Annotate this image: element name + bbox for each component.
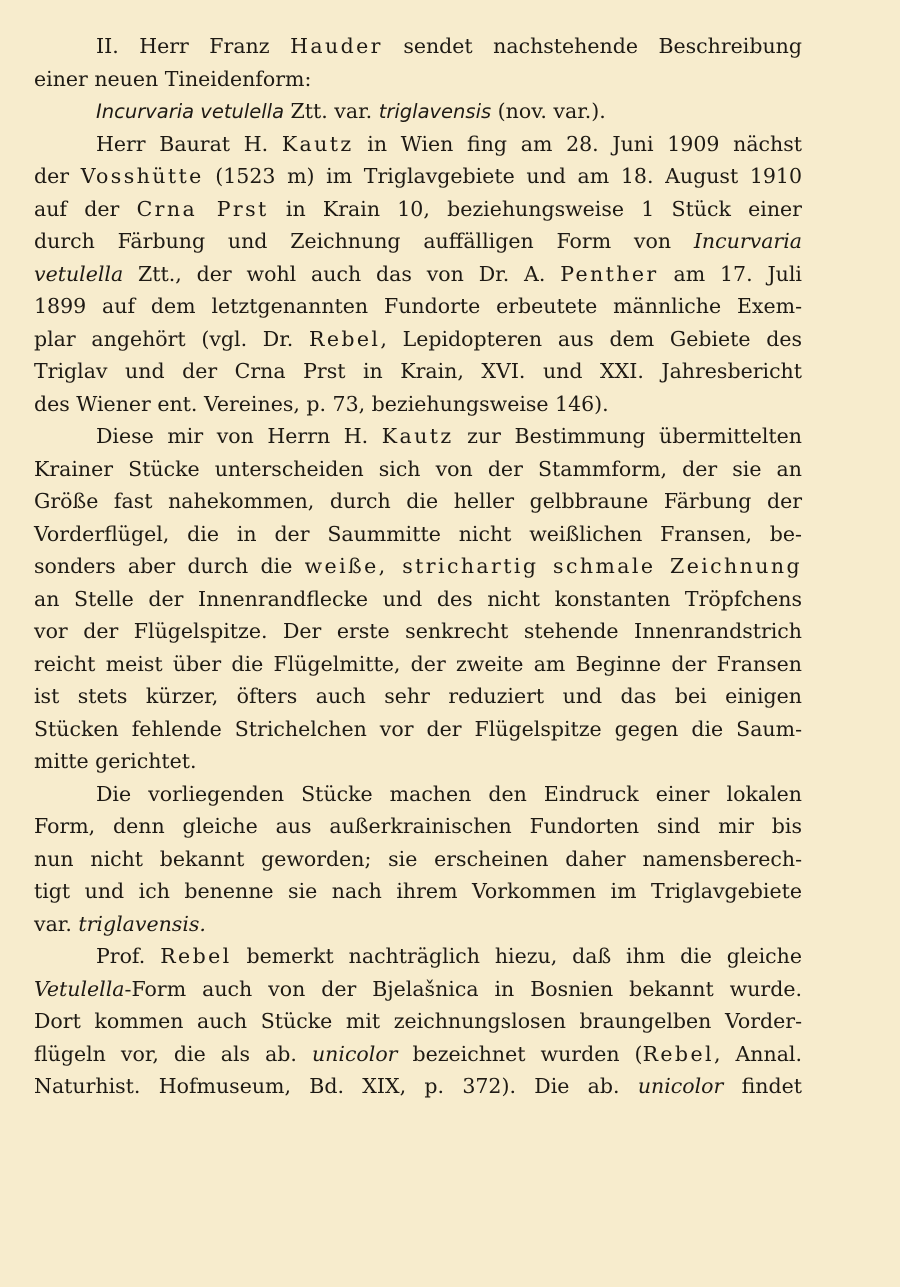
text-segment: Ztt., der wohl auch das von Dr. A. [123,261,561,286]
species-epithet: Vetulella [34,976,125,1001]
text-line: 1899 auf dem letztgenannten Fundorte erbeutete männliche Exem- [34,294,802,318]
text-line [34,30,802,63]
variety-name: triglavensis [378,100,492,123]
person-name: Rebel [642,1041,714,1066]
text-segment: in Krain 10, beziehungsweise 1 Stück einer [268,196,802,221]
text-line: Die vorliegenden Stücke machen den Eindruck einer lokalen [96,781,802,806]
text-line: an Stelle der Innenrandflecke und des nicht konstanten Tröpfchens [34,586,802,611]
text-segment: , Lepidopteren aus dem Gebiete des [380,326,802,351]
text-line: ist stets kürzer, öfters auch sehr reduziert und das bei einigen [34,684,802,708]
aberration-name: unicolor [637,1074,724,1098]
text-line: des Wiener ent. Vereines, p. 73, beziehungsweise 146). [34,391,609,416]
text-segment: der [34,164,81,188]
text-segment: var. [34,911,79,936]
species-name: Incurvaria vetulella [96,100,285,123]
text-segment: , Annal. [713,1041,802,1066]
text-segment: sendet nachstehende Beschreibung [382,34,802,58]
text-line: Krainer Stücke unterscheiden sich von der Stammform, der sie an [34,456,802,481]
person-name: Rebel [309,326,381,351]
text-segment: zur Bestimmung übermittelten [453,424,802,448]
text-segment: plar angehört (vgl. Dr. [34,326,310,351]
species-heading [34,95,802,128]
genus-name: Incurvaria [693,229,802,253]
emphasized-text: weiße, strichartig schmale Zeichnung [304,554,802,578]
text-line [34,420,802,453]
text-line [34,323,802,356]
text-line: Größe fast nahekommen, durch die heller gelbbraune Färbung der [34,489,802,513]
text-line [34,550,802,583]
text-segment: am 17. Juli [658,261,802,286]
text-segment: Herr Baurat H. [96,131,282,156]
person-name: Rebel [160,944,232,968]
text-line [34,940,802,973]
text-line [34,1038,802,1071]
text-line: Form, denn gleiche aus außerkrainischen Fundorten sind mir bis [34,814,802,838]
person-name: Kautz [381,424,454,448]
species-epithet: vetulella [34,261,124,286]
variety-name: triglavensis. [78,911,206,936]
text-segment: sonders aber durch die [34,554,305,578]
text-segment: durch Färbung und Zeichnung auffälligen Form von [34,229,694,253]
text-segment: Diese mir von Herrn H. [96,424,382,448]
text-line: Dort kommen auch Stücke mit zeichnungslosen braungelben Vorder- [34,1009,802,1033]
text-line: tigt und ich benenne sie nach ihrem Vorkommen im Triglavgebiete [34,879,802,903]
text-segment: auf der [34,196,137,221]
text-line: Vorderflügel, die in der Saummitte nicht weißlichen Fransen, be- [34,521,802,546]
text-line: vor der Flügelspitze. Der erste senkrecht stehende Innenrandstrich [34,619,802,643]
text-line: reicht meist über die Flügelmitte, der zweite am Beginne der Fransen [34,651,802,676]
text-line [34,973,802,1006]
text-segment: Naturhist. Hofmuseum, Bd. XIX, p. 372). Die ab. [34,1074,638,1098]
text-line: mitte gerichtet. [34,749,197,773]
text-segment: findet [723,1074,802,1098]
text-segment: bemerkt nachträglich hiezu, daß ihm die gleiche [231,944,802,968]
person-name: Kautz [281,131,354,156]
aberration-name: unicolor [311,1041,398,1066]
person-name: Penther [560,261,659,286]
text-line: Stücken fehlende Strichelchen vor der Flügelspitze gegen die Saum- [34,716,802,741]
text-line [34,258,802,291]
text-segment: Ztt. var. [284,99,379,123]
text-segment: flügeln vor, die als ab. [34,1041,312,1066]
text-segment: II. Herr Franz [96,34,291,58]
text-segment: in Wien fing am 28. Juni 1909 nächst [353,131,802,156]
text-segment: (nov. var.). [491,99,606,123]
place-name: Crna Prst [136,196,269,221]
body-text [34,30,802,1103]
text-line: nun nicht bekannt geworden; sie erscheinen daher namensberech- [34,846,802,871]
place-name: Vosshütte [80,164,204,188]
text-line [34,128,802,161]
author-name: Hauder [290,34,383,58]
text-line: Triglav und der Crna Prst in Krain, XVI. und XXI. Jahresbericht [34,359,802,383]
text-line: einer neuen Tineidenform: [34,66,312,91]
text-segment: Prof. [96,944,161,968]
text-segment: (1523 m) im Triglavgebiete und am 18. August 1910 [203,164,802,188]
text-segment: bezeichnet wurden ( [397,1041,643,1066]
text-line [34,225,802,258]
text-line [34,908,802,941]
text-segment: -Form auch von der Bjelašnica in Bosnien bekannt wurde. [124,976,802,1001]
text-line [34,160,802,193]
text-line [34,1070,802,1103]
text-line [34,193,802,226]
